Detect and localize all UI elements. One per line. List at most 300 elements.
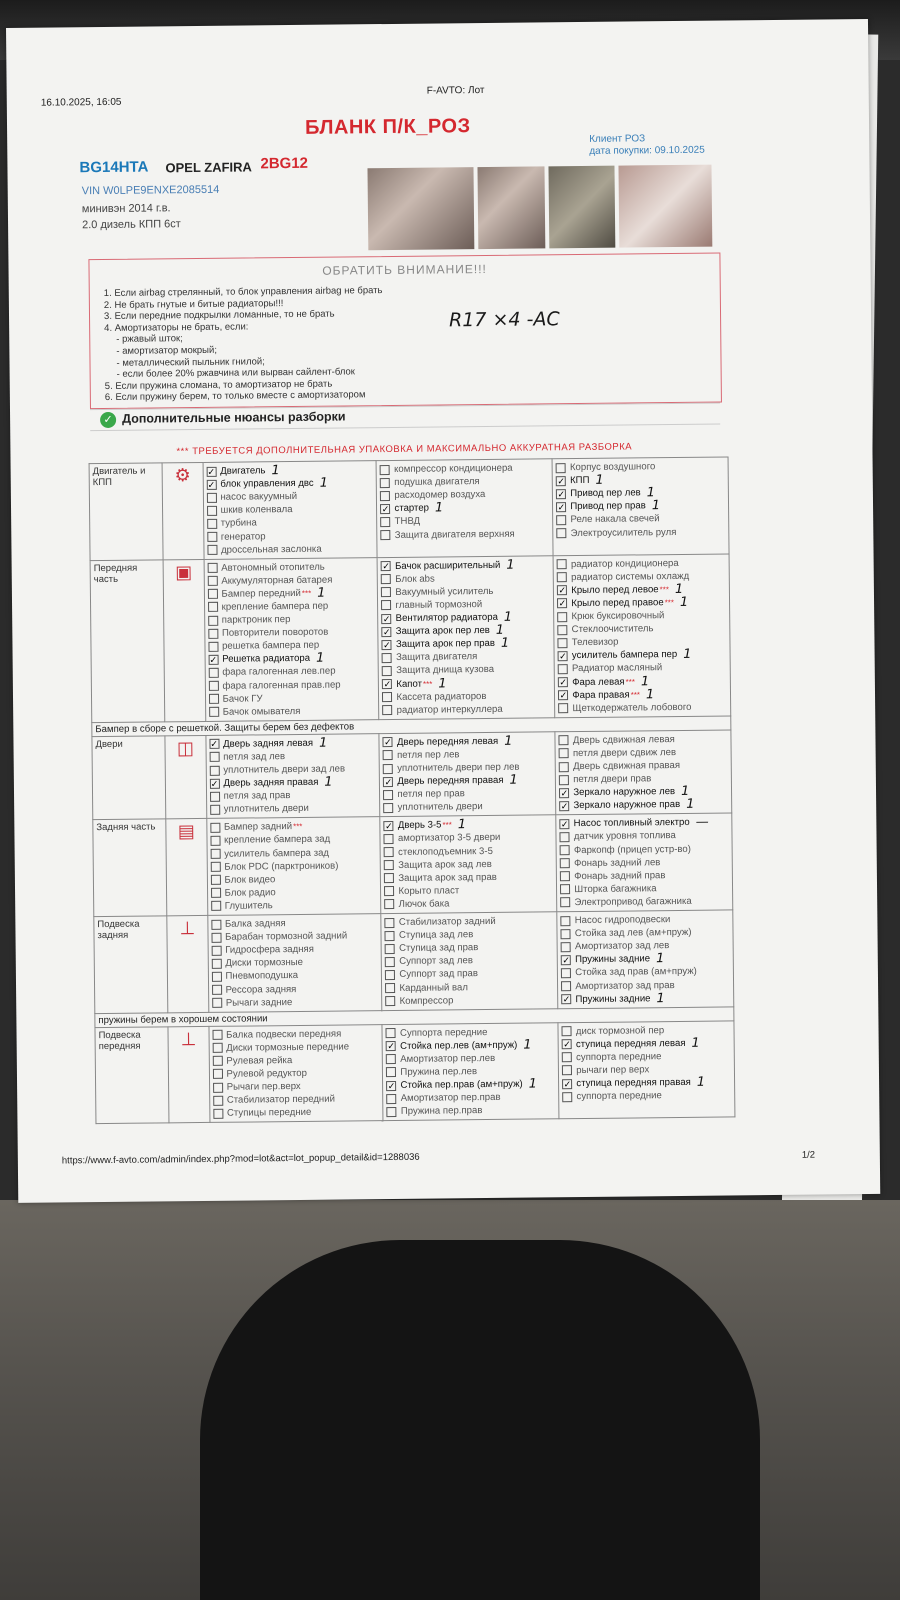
checked-checkbox[interactable]: ✓ <box>382 613 391 624</box>
unchecked-checkbox[interactable] <box>561 942 571 952</box>
part-item[interactable] <box>386 1038 555 1053</box>
checked-checkbox[interactable]: ✓ <box>560 787 569 798</box>
checked-checkbox[interactable]: ✓ <box>562 954 570 966</box>
unchecked-checkbox[interactable] <box>380 465 390 475</box>
unchecked-checkbox[interactable] <box>212 1056 222 1066</box>
attention-item: - амортизатор мокрый; <box>116 344 217 357</box>
unchecked-checkbox[interactable] <box>381 517 391 527</box>
part-label: Электроусилитель руля <box>570 526 677 539</box>
unchecked-checkbox[interactable] <box>381 600 391 610</box>
handwritten-mark: 1 <box>595 472 604 488</box>
unchecked-checkbox[interactable] <box>558 625 568 635</box>
unchecked-checkbox[interactable] <box>561 968 571 978</box>
handwritten-mark: 1 <box>640 673 650 689</box>
unchecked-checkbox[interactable] <box>562 1092 572 1102</box>
part-label: расходомер воздуха <box>394 489 486 502</box>
unchecked-checkbox[interactable] <box>210 875 220 885</box>
unchecked-checkbox[interactable] <box>384 834 394 844</box>
checked-checkbox[interactable]: ✓ <box>559 677 567 688</box>
fragile-stars: *** <box>630 690 641 700</box>
part-label: амортизатор 3-5 двери <box>397 832 501 845</box>
part-item[interactable] <box>210 801 377 816</box>
handwritten-mark: 1 <box>319 475 329 491</box>
part-label: усилитель бампера зад <box>224 847 330 860</box>
unchecked-checkbox[interactable] <box>561 916 571 926</box>
handwritten-mark: 1 <box>523 1037 532 1053</box>
unchecked-checkbox[interactable] <box>207 576 217 586</box>
checked-checkbox[interactable]: ✓ <box>559 690 568 701</box>
part-label: Фонарь задний лев <box>574 856 661 869</box>
checked-checkbox[interactable]: ✓ <box>383 679 392 690</box>
checked-checkbox[interactable]: ✓ <box>382 561 390 572</box>
client-name: Клиент РОЗ <box>589 133 646 145</box>
front-car-icon: ▣ <box>163 559 205 722</box>
unchecked-checkbox[interactable] <box>556 515 566 525</box>
unchecked-checkbox[interactable] <box>386 1054 396 1064</box>
checked-checkbox[interactable]: ✓ <box>209 654 218 665</box>
handwritten-mark: 1 <box>651 498 661 514</box>
checked-checkbox[interactable]: ✓ <box>387 1080 396 1091</box>
part-label: диск тормозной пер <box>575 1024 665 1037</box>
unchecked-checkbox[interactable] <box>210 823 220 833</box>
attention-item: 3. Если передние подкрылки ломанные, то не брать <box>103 308 335 323</box>
unchecked-checkbox[interactable] <box>385 918 395 928</box>
part-label: Ступица зад прав <box>399 942 479 955</box>
unchecked-checkbox[interactable] <box>213 1095 223 1105</box>
attention-item: - металлический пыльник гнилой; <box>116 355 265 369</box>
part-label: Стойка зад лев (ам+пруж) <box>574 927 692 940</box>
part-label: Блок радио <box>224 887 276 899</box>
part-label: Рессора задняя <box>225 983 297 996</box>
checked-checkbox[interactable]: ✓ <box>387 1041 395 1052</box>
car-model: OPEL ZAFIRA <box>165 159 252 176</box>
part-label: Аккумуляторная батарея <box>221 574 333 587</box>
unchecked-checkbox[interactable] <box>211 932 221 942</box>
unchecked-checkbox[interactable] <box>383 764 393 774</box>
part-label: Телевизор <box>571 636 619 649</box>
unchecked-checkbox[interactable] <box>384 803 394 813</box>
part-label: Блок PDC (парктроников) <box>224 860 339 873</box>
part-label: Стойка пер.прав (ам+пруж) <box>400 1078 523 1092</box>
part-label: усилитель бампера пер <box>571 649 678 662</box>
part-label: Защита днища кузова <box>396 664 495 677</box>
unchecked-checkbox[interactable] <box>207 563 217 573</box>
checked-checkbox[interactable]: ✓ <box>207 479 216 490</box>
unchecked-checkbox[interactable] <box>209 694 219 704</box>
part-label: Решетка радиатора <box>222 653 311 666</box>
unchecked-checkbox[interactable] <box>208 681 218 691</box>
checked-checkbox[interactable]: ✓ <box>557 501 566 513</box>
part-label: Суппорт зад лев <box>399 955 473 968</box>
unchecked-checkbox[interactable] <box>382 653 392 663</box>
part-label: Балка задняя <box>224 918 286 930</box>
part-label: Дверь задняя правая <box>223 776 319 789</box>
part-item[interactable] <box>383 702 552 717</box>
rear-car-icon: ▤ <box>166 819 207 916</box>
parts-column <box>556 813 733 911</box>
part-label: Вентилятор радиатора <box>395 611 498 625</box>
section-note: пружины берем в хорошем состоянии <box>95 1007 734 1028</box>
part-label: Барабан тормозной задний <box>225 930 348 943</box>
unchecked-checkbox[interactable] <box>210 805 220 815</box>
part-label: Амортизатор пер.лев <box>400 1052 496 1065</box>
part-label: Электропривод багажника <box>574 895 692 909</box>
part-label: Защита арок пер прав <box>395 638 496 651</box>
packaging-note: *** ТРЕБУЕТСЯ ДОПОЛНИТЕЛЬНАЯ УПАКОВКА И МАКСИМАЛЬНО АККУРАТНАЯ РАЗБОРКА <box>176 441 633 458</box>
part-label: Насос топливный электро <box>573 817 690 830</box>
part-item[interactable] <box>209 704 376 719</box>
fragile-stars: *** <box>625 676 635 687</box>
section-name: Двигатель и КПП <box>89 463 163 560</box>
section-name: Двери <box>92 736 166 820</box>
unchecked-checkbox[interactable] <box>558 703 568 713</box>
unchecked-checkbox[interactable] <box>558 664 568 674</box>
checked-checkbox[interactable]: ✓ <box>563 1039 571 1050</box>
unchecked-checkbox[interactable] <box>385 983 395 993</box>
parts-column <box>553 554 730 718</box>
unchecked-checkbox[interactable] <box>383 705 393 715</box>
unchecked-checkbox[interactable] <box>207 589 217 599</box>
car-photo <box>619 165 713 248</box>
handwritten-mark: 1 <box>686 797 695 813</box>
handwritten-mark: 1 <box>271 463 280 479</box>
part-label: Зеркало наружное лев <box>573 786 676 799</box>
unchecked-checkbox[interactable] <box>208 615 218 625</box>
part-label: Пневмоподушка <box>225 970 299 983</box>
unchecked-checkbox[interactable] <box>209 752 219 762</box>
handwritten-mark: 1 <box>318 735 328 751</box>
parts-column <box>555 730 732 815</box>
checked-checkbox[interactable]: ✓ <box>210 778 219 789</box>
part-label: Глушитель <box>224 900 273 912</box>
part-label: Дверь сдвижная правая <box>573 759 681 773</box>
unchecked-checkbox[interactable] <box>209 765 219 775</box>
unchecked-checkbox[interactable] <box>210 849 220 859</box>
handwritten-mark: 1 <box>528 1076 538 1092</box>
checked-checkbox[interactable]: ✓ <box>384 737 392 748</box>
attention-list <box>104 285 384 404</box>
checked-checkbox[interactable]: ✓ <box>381 503 390 514</box>
unchecked-checkbox[interactable] <box>384 873 394 883</box>
handwritten-mark: 1 <box>324 774 333 790</box>
unchecked-checkbox[interactable] <box>385 944 395 954</box>
section-name: Передняя часть <box>90 560 165 723</box>
unchecked-checkbox[interactable] <box>210 862 220 872</box>
unchecked-checkbox[interactable] <box>211 919 221 929</box>
part-item[interactable] <box>386 993 555 1008</box>
unchecked-checkbox[interactable] <box>207 519 217 529</box>
unchecked-checkbox[interactable] <box>212 1043 222 1053</box>
checked-checkbox[interactable]: ✓ <box>210 739 218 750</box>
fragile-stars: *** <box>422 679 433 689</box>
checked-checkbox[interactable]: ✓ <box>559 651 567 662</box>
check-circle-icon: ✓ <box>100 412 116 428</box>
checked-checkbox[interactable]: ✓ <box>563 1078 572 1089</box>
part-label: Карданный вал <box>399 981 468 994</box>
part-item[interactable] <box>559 798 728 813</box>
part-label: Привод пер лев <box>570 487 641 500</box>
handwritten-mark: 1 <box>509 772 518 788</box>
part-label: уплотнитель двери зад лев <box>223 763 346 776</box>
part-label: Амортизатор зад лев <box>574 940 670 953</box>
handwritten-mark: 1 <box>683 647 692 663</box>
doors-icon: ◫ <box>165 735 206 819</box>
unchecked-checkbox[interactable] <box>385 970 395 980</box>
unchecked-checkbox[interactable] <box>556 463 566 473</box>
unchecked-checkbox[interactable] <box>562 1066 572 1076</box>
part-label: петля пер прав <box>397 788 465 801</box>
part-label: петля двери сдвиж лев <box>572 746 677 760</box>
part-label: Гидросфера задняя <box>225 944 314 956</box>
unchecked-checkbox[interactable] <box>561 981 571 991</box>
unchecked-checkbox[interactable] <box>212 1030 222 1040</box>
unchecked-checkbox[interactable] <box>384 886 394 896</box>
part-label: стеклоподъемник 3-5 <box>398 845 493 858</box>
unchecked-checkbox[interactable] <box>387 1107 397 1117</box>
fragile-stars: *** <box>659 584 669 595</box>
part-label: Фонарь задний прав <box>574 869 666 882</box>
unchecked-checkbox[interactable] <box>213 1082 223 1092</box>
part-label: Дверь задняя левая <box>223 737 314 750</box>
parts-column <box>205 733 380 818</box>
part-label: Диски тормозные <box>225 957 304 970</box>
part-label: радиатор интеркуллера <box>396 703 503 716</box>
unchecked-checkbox[interactable] <box>212 985 222 995</box>
parts-column <box>203 461 378 559</box>
checked-checkbox[interactable]: ✓ <box>562 994 571 1005</box>
part-item[interactable] <box>561 991 730 1006</box>
handwritten-mark: 1 <box>500 636 510 652</box>
part-item[interactable] <box>562 1089 731 1104</box>
unchecked-checkbox[interactable] <box>210 792 220 802</box>
fragile-stars: *** <box>442 820 452 830</box>
unchecked-checkbox[interactable] <box>558 638 568 648</box>
part-label: подушка двигателя <box>394 476 480 489</box>
part-label: Шторка багажника <box>574 883 657 895</box>
unchecked-checkbox[interactable] <box>211 888 221 898</box>
handwritten-mark: 1 <box>506 557 515 573</box>
unchecked-checkbox[interactable] <box>557 559 567 569</box>
handwritten-mark: 1 <box>504 733 513 749</box>
unchecked-checkbox[interactable] <box>381 530 391 540</box>
checked-checkbox[interactable]: ✓ <box>560 800 569 812</box>
form-title: БЛАНК П/К_РОЗ <box>304 115 471 139</box>
checked-checkbox[interactable]: ✓ <box>557 488 566 499</box>
part-label: Компрессор <box>399 994 454 1007</box>
part-item[interactable] <box>387 1104 556 1119</box>
checked-checkbox[interactable]: ✓ <box>560 819 569 830</box>
part-label: решетка бампера пер <box>221 640 320 653</box>
unchecked-checkbox[interactable] <box>560 832 570 842</box>
part-item[interactable] <box>557 525 726 540</box>
part-item[interactable] <box>560 816 729 831</box>
part-label: Фара левая <box>572 676 625 688</box>
part-item[interactable] <box>212 995 379 1010</box>
part-item[interactable] <box>213 1105 380 1120</box>
part-label: ступица передняя левая <box>575 1037 686 1050</box>
checked-checkbox[interactable]: ✓ <box>207 466 216 477</box>
part-label: КПП <box>570 475 590 487</box>
part-label: Лючок бака <box>398 898 450 910</box>
part-label: Крыло перед правое <box>571 597 664 610</box>
car-photo <box>548 166 615 249</box>
parts-column <box>379 732 556 817</box>
unchecked-checkbox[interactable] <box>207 506 217 516</box>
part-label: Защита арок зад прав <box>398 871 497 884</box>
checked-checkbox[interactable]: ✓ <box>382 626 391 637</box>
part-item[interactable] <box>385 896 554 911</box>
part-label: Корыто пласт <box>398 885 460 897</box>
unchecked-checkbox[interactable] <box>385 957 395 967</box>
vin-number: VIN W0LPE9ENXE2085514 <box>81 183 220 198</box>
parts-column <box>206 817 381 915</box>
part-item[interactable] <box>386 1077 555 1092</box>
unchecked-checkbox[interactable] <box>380 478 390 488</box>
fragile-stars: *** <box>293 822 303 832</box>
part-label: суппорта передние <box>576 1051 662 1063</box>
unchecked-checkbox[interactable] <box>560 898 570 908</box>
handwritten-mark: 1 <box>679 594 689 610</box>
unchecked-checkbox[interactable] <box>384 847 394 857</box>
section-note: Бампер в сборе с решеткой. Защиты берем без дефектов <box>92 716 731 737</box>
unchecked-checkbox[interactable] <box>207 532 217 542</box>
parts-column <box>207 914 382 1012</box>
part-label: фара галогенная прав.пер <box>222 679 341 692</box>
unchecked-checkbox[interactable] <box>387 1094 397 1104</box>
unchecked-checkbox[interactable] <box>380 491 390 501</box>
unchecked-checkbox[interactable] <box>562 1053 572 1063</box>
part-item[interactable] <box>211 898 378 913</box>
unchecked-checkbox[interactable] <box>211 972 221 982</box>
unchecked-checkbox[interactable] <box>382 692 392 702</box>
attention-item: 2. Не брать гнутые и битые радиаторы!!! <box>103 297 284 311</box>
checked-checkbox[interactable]: ✓ <box>383 639 391 650</box>
unchecked-checkbox[interactable] <box>212 1069 222 1079</box>
unchecked-checkbox[interactable] <box>559 762 569 772</box>
unchecked-checkbox[interactable] <box>559 749 569 759</box>
unchecked-checkbox[interactable] <box>208 668 218 678</box>
unchecked-checkbox[interactable] <box>384 860 394 870</box>
part-label: Блок видео <box>224 873 276 886</box>
unchecked-checkbox[interactable] <box>559 735 569 745</box>
handwritten-mark: 1 <box>438 675 447 692</box>
part-label: петля зад прав <box>223 790 291 802</box>
unchecked-checkbox[interactable] <box>560 845 570 855</box>
unchecked-checkbox[interactable] <box>560 884 570 894</box>
attention-item: - если более 20% ржавчина или вырван сайлент-блок <box>116 366 355 381</box>
unchecked-checkbox[interactable] <box>385 931 395 941</box>
rear-suspension-icon: ⊥ <box>167 915 208 1012</box>
front-suspension-icon: ⊥ <box>168 1026 209 1123</box>
paper-sheet <box>6 19 880 1203</box>
unchecked-checkbox[interactable] <box>381 587 391 597</box>
part-item[interactable] <box>560 894 729 909</box>
part-label: Ступицы передние <box>226 1107 312 1120</box>
part-label: Рулевая рейка <box>226 1054 293 1067</box>
section-row <box>89 457 729 560</box>
part-label: Зеркало наружное прав <box>573 799 681 812</box>
unchecked-checkbox[interactable] <box>211 946 221 956</box>
unchecked-checkbox[interactable] <box>559 775 569 785</box>
part-label: уплотнитель двери <box>223 803 309 816</box>
unchecked-checkbox[interactable] <box>211 959 221 969</box>
part-label: Суппорта передние <box>399 1026 488 1039</box>
checked-checkbox[interactable]: ✓ <box>384 820 393 831</box>
part-label: рычаги пер верх <box>576 1064 650 1077</box>
part-label: Дверь 3-5 <box>397 819 442 832</box>
part-item[interactable] <box>381 527 550 542</box>
part-label: Стойка зад прав (ам+пруж) <box>575 966 697 979</box>
attention-item: - ржавый шток; <box>116 333 183 346</box>
part-label: Фаркопф (прицеп устр-во) <box>573 843 691 856</box>
part-label: Кассета радиаторов <box>396 690 487 703</box>
unchecked-checkbox[interactable] <box>557 612 567 622</box>
unchecked-checkbox[interactable] <box>561 929 571 939</box>
checked-checkbox[interactable]: ✓ <box>384 776 393 787</box>
part-item[interactable] <box>207 542 374 557</box>
part-label: Рычаги задние <box>225 996 293 1009</box>
unchecked-checkbox[interactable] <box>208 642 218 652</box>
unchecked-checkbox[interactable] <box>386 996 396 1006</box>
part-label: Пружина пер.прав <box>400 1105 483 1118</box>
part-label: Капот <box>396 678 423 690</box>
unchecked-checkbox[interactable] <box>383 790 393 800</box>
checked-checkbox[interactable]: ✓ <box>557 475 565 486</box>
unchecked-checkbox[interactable] <box>386 1028 396 1038</box>
unchecked-checkbox[interactable] <box>210 836 220 846</box>
part-label: Пружина пер.лев <box>400 1066 478 1078</box>
unchecked-checkbox[interactable] <box>562 1026 572 1036</box>
part-item[interactable] <box>558 700 727 715</box>
unchecked-checkbox[interactable] <box>212 998 222 1008</box>
unchecked-checkbox[interactable] <box>213 1109 223 1119</box>
section-row <box>95 1021 735 1124</box>
checked-checkbox[interactable]: ✓ <box>558 585 567 596</box>
unchecked-checkbox[interactable] <box>208 602 218 612</box>
section-row <box>93 813 733 916</box>
handwritten-mark: 1 <box>315 651 325 667</box>
part-item[interactable] <box>384 800 553 815</box>
unchecked-checkbox[interactable] <box>382 666 392 676</box>
footer-url: https://www.f-avto.com/admin/index.php?mod=lot&act=lot_popup_detail&id=1288036 <box>61 1151 420 1167</box>
unchecked-checkbox[interactable] <box>385 899 395 909</box>
parts-column <box>204 557 380 721</box>
unchecked-checkbox[interactable] <box>211 901 221 911</box>
attention-title: ОБРАТИТЬ ВНИМАНИЕ!!! <box>322 261 487 278</box>
unchecked-checkbox[interactable] <box>207 545 217 555</box>
part-label: Корпус воздушного <box>569 461 656 474</box>
unchecked-checkbox[interactable] <box>383 750 393 760</box>
checked-checkbox[interactable]: ✓ <box>558 598 567 609</box>
print-datetime: 16.10.2025, 16:05 <box>40 96 122 109</box>
unchecked-checkbox[interactable] <box>208 628 218 638</box>
unchecked-checkbox[interactable] <box>386 1067 396 1077</box>
handwritten-mark: 1 <box>503 609 513 625</box>
handwritten-mark: — <box>695 815 709 831</box>
unchecked-checkbox[interactable] <box>209 707 219 717</box>
unchecked-checkbox[interactable] <box>557 528 567 538</box>
section-row <box>92 730 732 820</box>
fragile-stars: *** <box>664 598 675 608</box>
part-label: Дверь передняя правая <box>397 774 504 788</box>
unchecked-checkbox[interactable] <box>206 493 216 503</box>
unchecked-checkbox[interactable] <box>560 871 570 881</box>
unchecked-checkbox[interactable] <box>557 572 567 582</box>
unchecked-checkbox[interactable] <box>381 574 391 584</box>
part-label: уплотнитель двери <box>397 801 483 814</box>
unchecked-checkbox[interactable] <box>560 858 570 868</box>
car-photo <box>367 167 474 250</box>
